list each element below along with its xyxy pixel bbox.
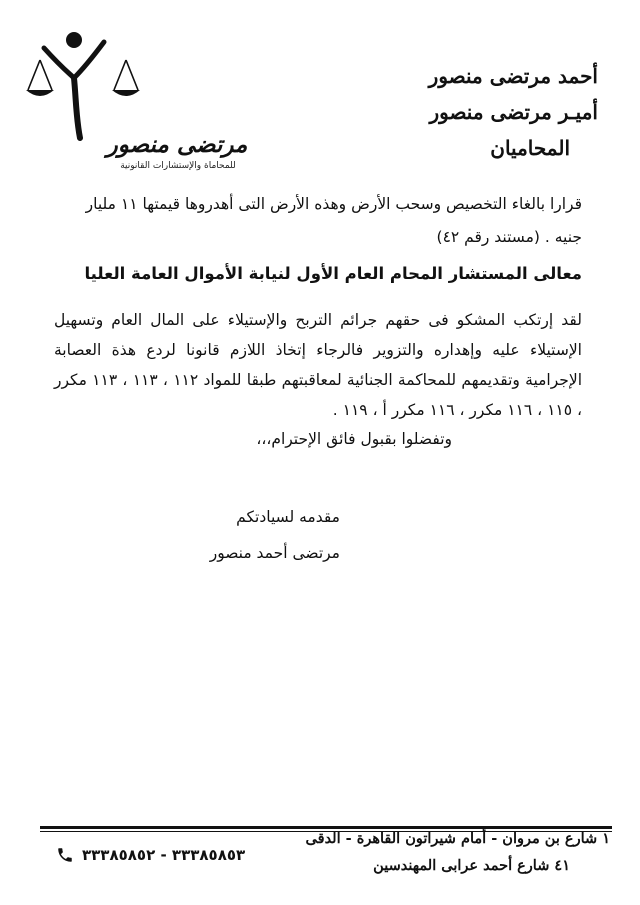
lawyers-title: المحاميان bbox=[490, 136, 570, 160]
lawyer-name-2: أميـر مرتضى منصور bbox=[429, 100, 598, 124]
lawyer-names bbox=[429, 58, 598, 166]
footer-address-1: ١ شارع بن مروان - أمام شيراتون القاهرة - الدقى bbox=[305, 830, 610, 847]
footer-address-2: ٤١ شارع أحمد عرابى المهندسين bbox=[373, 857, 570, 874]
paragraph-request: لقد إرتكب المشكو فى حقهم جرائم التربح والإستيلاء على المال العام وتسهيل الإستيلاء عليه وإهداره والتزوير فالرجاء إتخاذ اللازم قانونا لردع هذة العصابة الإجرامية وتقديمهم للمحاكمة الجنائية لمعاقبتهم طبقا للمواد ١١٢ ، ١١٣ ، ١١٣ مكرر ، ١١٥ ، ١١٦ مكرر ، ١١٦ مكرر أ ، ١١٩ . bbox=[54, 311, 583, 419]
footer-rule-thick bbox=[40, 826, 612, 829]
phone-numbers: ٣٣٣٨٥٨٥٣ - ٣٣٣٨٥٨٥٢ bbox=[82, 846, 246, 864]
footer-phones bbox=[56, 846, 245, 864]
signature-name: مرتضى أحمد منصور bbox=[209, 544, 340, 562]
phone-icon bbox=[56, 846, 74, 864]
addressee-line: معالى المستشار المحام العام الأول لنيابة الأموال العامة العليا bbox=[84, 264, 582, 283]
logo-name: مرتضى منصور bbox=[106, 132, 248, 158]
submitted-by: مقدمه لسيادتكم bbox=[236, 508, 340, 526]
lawyer-name-1: أحمد مرتضى منصور bbox=[428, 64, 598, 88]
firm-logo bbox=[22, 28, 267, 171]
paragraph-decision: قرارا بالغاء التخصيص وسحب الأرض وهذه الأرض التى أهدروها قيمتها ١١ مليار جنيه . (مستند رقم ٤٢) bbox=[85, 195, 582, 246]
closing-line: وتفضلوا بقبول فائق الإحترام،،، bbox=[256, 430, 452, 448]
logo-tagline: للمحاماة والإستشارات القانونية bbox=[120, 161, 236, 171]
